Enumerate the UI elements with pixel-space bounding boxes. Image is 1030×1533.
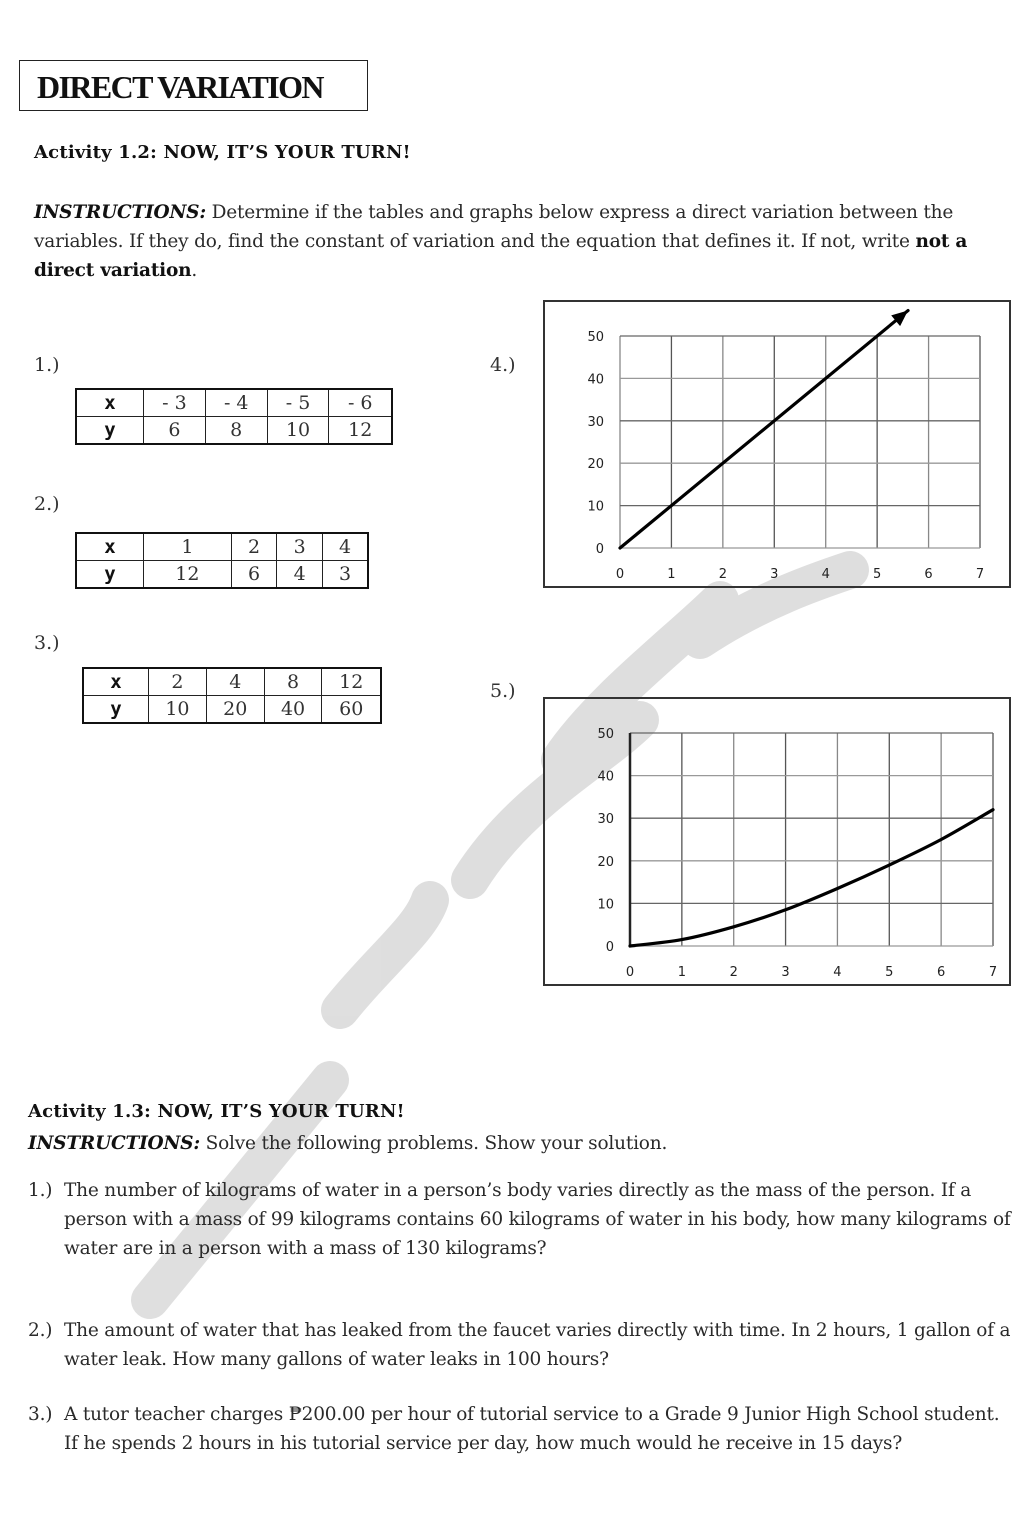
title-box xyxy=(19,60,368,111)
table-cell: 12 xyxy=(329,417,392,445)
x-tick-label: 3 xyxy=(781,965,790,980)
row-header-y: y xyxy=(76,417,144,445)
table-row-x xyxy=(76,533,368,561)
instructions-text: Solve the following problems. Show your solution. xyxy=(199,1133,668,1154)
table-row-y xyxy=(83,696,381,724)
table-cell: 10 xyxy=(149,696,207,724)
problem-number: 1.) xyxy=(28,1180,53,1201)
table-cell: 2 xyxy=(231,533,277,561)
table-row-y xyxy=(76,561,368,589)
y-tick-label: 30 xyxy=(597,812,614,828)
x-tick-label: 3 xyxy=(770,567,779,582)
x-tick-label: 7 xyxy=(975,567,985,582)
item-4-label: 4.) xyxy=(490,354,516,376)
table-cell: - 4 xyxy=(205,389,267,417)
x-tick-label: 2 xyxy=(729,965,738,980)
row-header-x: x xyxy=(76,533,144,561)
y-tick-label: 0 xyxy=(605,940,614,955)
y-tick-label: 30 xyxy=(587,414,604,430)
y-tick-label: 50 xyxy=(587,330,604,345)
y-tick-label: 20 xyxy=(587,457,604,473)
table-cell: 4 xyxy=(277,561,323,589)
x-tick-label: 7 xyxy=(988,965,998,980)
table-cell: 1 xyxy=(144,533,232,561)
row-header-y: y xyxy=(76,561,144,589)
x-tick-label: 0 xyxy=(625,965,635,980)
item-5-chart xyxy=(543,697,1011,986)
problem-text: A tutor teacher charges ₱200.00 per hour of tutorial service to a Grade 9 Junior High School student. If he spends 2 hours in his tutorial service per day, how much would he receive in 15 days? xyxy=(64,1404,1000,1454)
instructions-text: Determine if the tables and graphs below express a direct variation between the variables. If they do, find the constant of variation and the equation that defines it. If not, write xyxy=(34,202,954,252)
y-tick-label: 0 xyxy=(595,542,604,557)
problem-number: 3.) xyxy=(28,1404,53,1425)
instructions-label: INSTRUCTIONS: xyxy=(34,202,206,223)
data-line xyxy=(620,311,908,548)
x-tick-label: 4 xyxy=(833,965,842,980)
activity-1-3-instructions xyxy=(28,1129,1018,1158)
table-cell: 4 xyxy=(206,668,264,696)
table-cell: 4 xyxy=(323,533,369,561)
table-cell: 3 xyxy=(323,561,369,589)
item-4-chart xyxy=(543,300,1011,588)
y-tick-label: 10 xyxy=(597,897,614,913)
problem-number: 2.) xyxy=(28,1320,53,1341)
item-1-label: 1.) xyxy=(34,354,60,376)
instructions-end: . xyxy=(191,260,198,281)
page-title: DIRECT VARIATION xyxy=(37,69,323,105)
table-cell: 6 xyxy=(144,417,206,445)
table-cell: - 3 xyxy=(144,389,206,417)
x-tick-label: 1 xyxy=(667,567,676,582)
table-cell: 10 xyxy=(267,417,329,445)
table-cell: 2 xyxy=(149,668,207,696)
instructions-emphasis: not a direct variation xyxy=(34,231,968,281)
x-tick-label: 1 xyxy=(677,965,686,980)
x-tick-label: 6 xyxy=(937,965,946,980)
x-tick-label: 6 xyxy=(924,567,933,582)
table-cell: 20 xyxy=(206,696,264,724)
table-cell: - 6 xyxy=(329,389,392,417)
problem-2 xyxy=(28,1316,1013,1374)
table-row-y xyxy=(76,417,392,445)
table-cell: 12 xyxy=(144,561,232,589)
y-tick-label: 40 xyxy=(587,372,604,388)
problem-1 xyxy=(28,1176,1013,1263)
table-cell: 8 xyxy=(264,668,322,696)
y-tick-label: 50 xyxy=(597,727,614,742)
y-tick-label: 40 xyxy=(597,769,614,785)
x-tick-label: 4 xyxy=(821,567,830,582)
table-cell: 60 xyxy=(322,696,381,724)
activity-1-2-instructions xyxy=(34,198,1004,285)
item-2-label: 2.) xyxy=(34,493,60,515)
y-tick-label: 20 xyxy=(597,854,614,870)
table-cell: 12 xyxy=(322,668,381,696)
instructions-label: INSTRUCTIONS: xyxy=(28,1133,200,1154)
item-1-table xyxy=(75,388,393,445)
row-header-x: x xyxy=(83,668,149,696)
x-tick-label: 0 xyxy=(615,567,625,582)
problem-3 xyxy=(28,1400,1013,1458)
item-3-table xyxy=(82,667,382,724)
table-cell: 6 xyxy=(231,561,277,589)
table-cell: - 5 xyxy=(267,389,329,417)
item-5-label: 5.) xyxy=(490,680,516,702)
x-tick-label: 2 xyxy=(718,567,727,582)
table-row-x xyxy=(76,389,392,417)
table-cell: 8 xyxy=(205,417,267,445)
table-cell: 40 xyxy=(264,696,322,724)
y-tick-label: 10 xyxy=(587,499,604,515)
x-tick-label: 5 xyxy=(873,567,882,582)
item-3-label: 3.) xyxy=(34,632,60,654)
activity-1-3-heading: Activity 1.3: NOW, IT’S YOUR TURN! xyxy=(28,1101,405,1122)
table-row-x xyxy=(83,668,381,696)
x-tick-label: 5 xyxy=(885,965,894,980)
problem-text: The amount of water that has leaked from the faucet varies directly with time. In 2 hours, 1 gallon of a water leak. How many gallons of water leaks in 100 hours? xyxy=(64,1320,1011,1370)
row-header-x: x xyxy=(76,389,144,417)
data-line xyxy=(630,810,993,946)
item-2-table xyxy=(75,532,369,589)
table-cell: 3 xyxy=(277,533,323,561)
problem-text: The number of kilograms of water in a person’s body varies directly as the mass of the person. If a person with a mass of 99 kilograms contains 60 kilograms of water in his body, how many kilograms of water are in a person with a mass of 130 kilograms? xyxy=(64,1180,1011,1259)
row-header-y: y xyxy=(83,696,149,724)
activity-1-2-heading: Activity 1.2: NOW, IT’S YOUR TURN! xyxy=(34,142,411,163)
